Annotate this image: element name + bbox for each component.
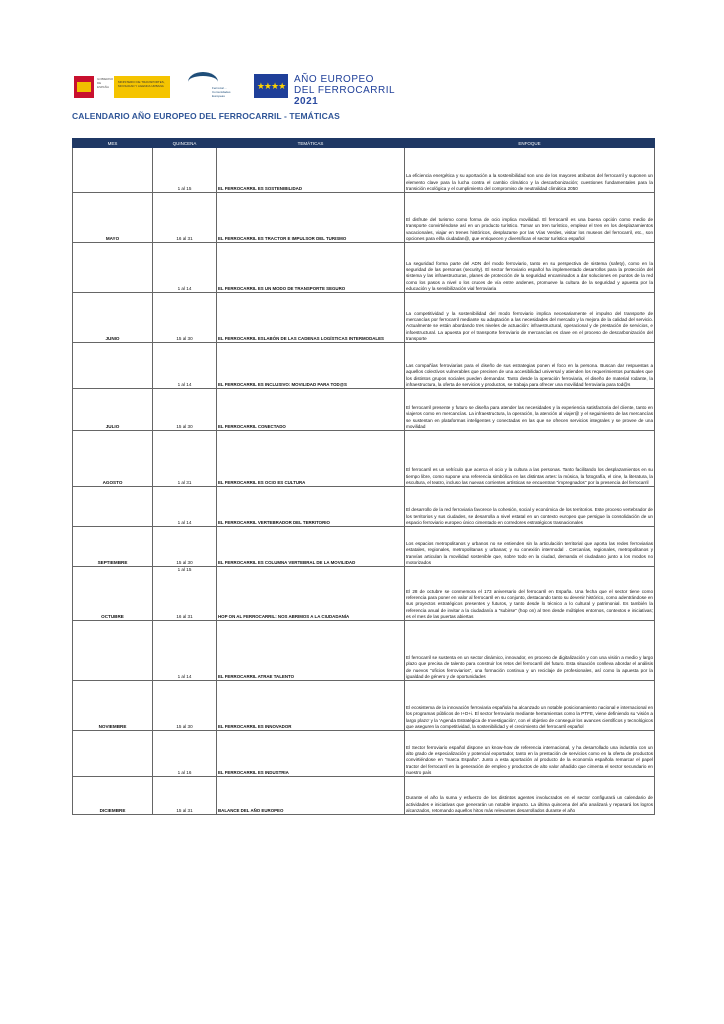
year-line1: AÑO EUROPEO <box>294 74 374 85</box>
quincena-value: 15 al 30 <box>176 423 193 429</box>
quincena-cell <box>153 389 217 431</box>
spain-flag-icon <box>74 76 94 98</box>
month-cell <box>73 148 153 193</box>
header-logos <box>74 72 414 107</box>
table-row <box>73 193 655 243</box>
month-cell: DICIEMBRE <box>73 777 153 815</box>
month-cell: AGOSTO <box>73 431 153 487</box>
enfoque-cell: Durante el año la suma y esfuerzo de los distintos agentes involucrados en el sector configurará un calendario de actividades e iniciativas que generarán un notable impacto. La última quincena del año analizará y repasará los logros alcanzados, retomando aquellos hitos más relevantes desarrollados durante el año <box>405 777 655 815</box>
quincena-top: 1 al 15 <box>177 567 192 572</box>
table-header-row <box>73 139 655 148</box>
quincena-value: 1 al 14 <box>177 285 192 291</box>
quincena-value: 16 al 31 <box>176 235 193 241</box>
table-row <box>73 431 655 487</box>
header-mes: MES <box>73 139 153 148</box>
quincena-value: 1 al 14 <box>177 673 192 679</box>
tematica-cell: EL FERROCARRIL ES OCIO ES CULTURA <box>217 431 405 487</box>
tematica-cell: EL FERROCARRIL ES SOSTENIBILIDAD <box>217 148 405 193</box>
table-row <box>73 527 655 567</box>
year-text <box>294 74 414 107</box>
month-cell: NOVIEMBRE <box>73 681 153 731</box>
european-year-logo <box>254 74 414 107</box>
quincena-value: 15 al 30 <box>176 559 193 565</box>
enfoque-cell: El desarrollo de la red ferroviaria favorece la cohesión, social y económica de los territorios. Este proceso vertebrador de los territorios y sus ciudades, se desarrolla a nivel estatal en un contexto europeo que persigue la consolidación de un espacio ferroviario europeo único cimentado en corredores estratégicos trasnacionales <box>405 487 655 527</box>
quincena-cell <box>153 621 217 681</box>
tematica-cell: EL FERROCARRIL ES INDUSTRIA <box>217 731 405 777</box>
calendar-table <box>72 138 655 815</box>
table-row <box>73 243 655 293</box>
month-cell: SEPTIEMBRE <box>73 527 153 567</box>
enfoque-cell: La seguridad forma parte del ADN del modo ferroviario, tanto en su perspectiva de sistema (safety), como en la seguridad de las personas (security). El sector ferroviario español ha implementado desarrollos para la protección del sistema y las infraestructuras, planes de protección de la seguridad encaminados a dar soluciones en puntos de la red como los pasos a nivel o los cruces de vía entre andenes, promueve la cultura de la seguridad y apuesta por la educación y la sensibilización vial ferroviaria <box>405 243 655 293</box>
enfoque-cell: La eficiencia energética y su aportación a la sostenibilidad son uno de los mayores atributos del ferrocarril y suponen un elemento clave para la lucha contra el cambio climático y la descarbonización; cuestiones fundamentales para la transición ecológica y el cumplimiento del compromiso de neutralidad climática 2050 <box>405 148 655 193</box>
quincena-cell <box>153 148 217 193</box>
enfoque-cell: La competitividad y la sostenibilidad del modo ferroviario implica necesariamente el impulso del transporte de mercancías por ferrocarril mediante su adaptación a las necesidades del mercado y la mejora de la calidad del servicio. Actualmente se están abordando tres niveles de actuación: infraestructural, operacional y de prestación de servicios, e infoestructural. La apuesta por el transporte ferroviario de mercancías es clave en el proceso de descarbonización del transporte <box>405 293 655 343</box>
quincena-value: 16 al 31 <box>176 613 193 619</box>
tematica-cell: EL FERROCARRIL ES UN MODO DE TRANSPORTE SEGURO <box>217 243 405 293</box>
month-cell <box>73 731 153 777</box>
enfoque-cell: El ferrocarril presente y futuro se diseña para atender las necesidades y la experiencia satisfactoria del cliente, tanto en viajeros como en mercancías. La infraestructura, la operación, la atención al viajer@ y el seguimiento de las mercancías se sustentan en plataformas inteligentes y conectadas en las que se ofrecen servicios integrales y se provee de una movilidad <box>405 389 655 431</box>
quincena-value: 15 al 31 <box>176 807 193 813</box>
month-cell <box>73 243 153 293</box>
quincena-cell <box>153 243 217 293</box>
ministry-bar <box>114 76 170 98</box>
enfoque-cell: El Sector ferroviario español dispone un know-how de referencia internacional, y ha desarrollado una industria con un alto grado de especialización y potencial exportador, tanto en la prestación de servicios como en la oferta de productos convirtiéndose en "marca España". Junto a esta aportación al producto de la economía española remarcar el papel tractor del ferrocarril en la generación de empleo y productos de alto valor añadido que cimenta el sector secundario en nuestro país <box>405 731 655 777</box>
table-row <box>73 487 655 527</box>
month-cell <box>73 487 153 527</box>
month-cell <box>73 343 153 389</box>
quincena-value: 1 al 14 <box>177 519 192 525</box>
partner-logo <box>182 72 242 100</box>
tematica-cell: EL FERROCARRIL CONECTADO <box>217 389 405 431</box>
enfoque-cell: El ferrocarril se sustenta en un sector dinámico, innovador, en proceso de digitalización y con una visión a medio y largo plazo que precisa de talento para construir los retos del ferrocarril del futuro. Esta situación conlleva abordar el análisis de nuevos "oficios ferroviarios", una formación continua y un reciclaje de profesionales, así como la apuesta por la igualdad de género y de oportunidades <box>405 621 655 681</box>
quincena-cell <box>153 681 217 731</box>
government-logo <box>74 76 170 98</box>
quincena-cell <box>153 777 217 815</box>
header-tematicas: TEMÁTICAS <box>217 139 405 148</box>
table-row <box>73 389 655 431</box>
tematica-cell: EL FERROCARRIL ES INNOVADOR <box>217 681 405 731</box>
month-cell: MAYO <box>73 193 153 243</box>
year-number: 2021 <box>294 96 319 107</box>
page-title: CALENDARIO AÑO EUROPEO DEL FERROCARRIL - TEMÁTICAS <box>72 111 340 121</box>
eu-flag-icon <box>254 74 288 98</box>
gov-text: GOBIERNO DE ESPAÑA <box>97 77 114 89</box>
quincena-value: 1 al 31 <box>177 479 192 485</box>
quincena-cell <box>153 731 217 777</box>
month-cell: JULIO <box>73 389 153 431</box>
quincena-cell <box>153 567 217 621</box>
enfoque-cell: El 28 de octubre se conmemora el 173 aniversario del ferrocarril en España. Una fecha que el sector tiene como referencia para poner en valor al ferrocarril en su conjunto, destacando tanto su devenir histórico, como adentrándose en sus proyectos estratégicos presentes y futuros, y tanto desde lo técnico a lo cultural y patrimonial. Es también la referencia anual de invitar a la ciudadanía a "subirse" (hop on) al tren desde múltiples entornos, contextos e iniciativas; es el mes de las puertas abiertas <box>405 567 655 621</box>
year-line2: DEL FERROCARRIL <box>294 85 395 96</box>
header-quincena: QUINCENA <box>153 139 217 148</box>
quincena-value: 1 al 16 <box>177 769 192 775</box>
enfoque-cell: El disfrute del turismo como forma de ocio implica movilidad. El ferrocarril es una buena opción como medio de transporte convirtiéndose así en un producto turístico. Tomar un tren turístico, emplear el tren en los desplazamientos vacacionales, viajar en trenes históricos, desplazarse por las Vías Verdes, visitar los museos del ferrocarril, etc., son opciones para el/la ciudadan@, que enriquecen y diversifican el sector turístico español <box>405 193 655 243</box>
tematica-cell: EL FERROCARRIL ES TRACTOR E IMPULSOR DEL TURISMO <box>217 193 405 243</box>
quincena-cell <box>153 487 217 527</box>
tematica-cell: EL FERROCARRIL ES INCLUSIVO: MOVILIDAD PARA TOD@S <box>217 343 405 389</box>
header-enfoque: ENFOQUE <box>405 139 655 148</box>
quincena-cell <box>153 343 217 389</box>
quincena-cell <box>153 431 217 487</box>
table-row <box>73 148 655 193</box>
table-row <box>73 567 655 621</box>
quincena-cell <box>153 293 217 343</box>
table-row <box>73 343 655 389</box>
enfoque-cell: El ecosistema de la innovación ferroviaria española ha alcanzado un notable posicionamiento nacional e internacional en los programas públicos de I+D+i. El sector ferroviario mediante herramientas como la PTFE, viene definiendo su 'visión a largo plazo' y la 'Agenda Estratégica de Investigación', con el objetivo de conseguir los avances científicos y tecnológicos que aseguren la competitividad, la sostenibilidad y el crecimiento del ferrocarril español <box>405 681 655 731</box>
tematica-cell: EL FERROCARRIL ESLABÓN DE LAS CADENAS LOGÍSTICAS INTERMODALES <box>217 293 405 343</box>
table-row <box>73 621 655 681</box>
tematica-cell: HOP ON AL FERROCARRIL: NOS ABRIMOS A LA CIUDADANÍA <box>217 567 405 621</box>
table-row <box>73 681 655 731</box>
enfoque-cell: El ferrocarril es un vehículo que acerca el ocio y la cultura a las personas. Tanto facilitando los desplazamientos en su tiempo libre, como supone una referencia simbólica en las distintas artes: la música, la fotografía, el cine, la literatura, la escultura, el teatro, incluso las nuevas corrientes artísticas se encuentran "impregnados" por la presencia del ferrocarril <box>405 431 655 487</box>
quincena-value: 15 al 30 <box>176 723 193 729</box>
partner-text: Ferrovial ... Comunidades Europeas <box>212 86 231 98</box>
enfoque-cell: Los espacios metropolitanos y urbanos no se entienden sin la articulación territorial que aporta las redes ferroviarias estatales, regionales, metropolitanas y urbanas; y su conexión intermodal . Cercanías, regionales, metropolitanos y tranvías articulan la movilidad sostenible que, sobre todo en la ciudad, demanda el ciudadano junto a los modos no motorizados <box>405 527 655 567</box>
quincena-cell <box>153 527 217 567</box>
eu-stars-icon: ★★★★ <box>256 81 286 91</box>
tematica-cell: BALANCE DEL AÑO EUROPEO <box>217 777 405 815</box>
tematica-cell: EL FERROCARRIL ES COLUMNA VERTEBRAL DE LA MOVILIDAD <box>217 527 405 567</box>
enfoque-cell: Las compañías ferroviarias para el diseño de sus estrategias ponen el foco en la persona. Buscan dar respuestas a aquellos colectivos vulnerables que precisen de una accesibilidad universal y atienden los requerimientos puntuales que los distintos grupos sociales pueden demandar. Tanto desde la operación ferroviaria, el diseño de material rodante, la infraestructura, la oferta de servicios y productos, se trabaja para ofrecer una movilidad ferroviaria para tod@s <box>405 343 655 389</box>
quincena-value: 15 al 30 <box>176 335 193 341</box>
quincena-value: 1 al 15 <box>177 185 192 191</box>
table-row <box>73 731 655 777</box>
table-row <box>73 777 655 815</box>
tematica-cell: EL FERROCARRIL VERTEBRADOR DEL TERRITORIO <box>217 487 405 527</box>
month-cell: OCTUBRE <box>73 567 153 621</box>
quincena-value: 1 al 14 <box>177 381 192 387</box>
month-cell <box>73 621 153 681</box>
ministry-text: MINISTERIO DE TRANSPORTES, MOVILIDAD Y AGENDA URBANA <box>118 80 165 88</box>
month-cell: JUNIO <box>73 293 153 343</box>
tematica-cell: EL FERROCARRIL ATRAE TALENTO <box>217 621 405 681</box>
table-row <box>73 293 655 343</box>
quincena-cell <box>153 193 217 243</box>
